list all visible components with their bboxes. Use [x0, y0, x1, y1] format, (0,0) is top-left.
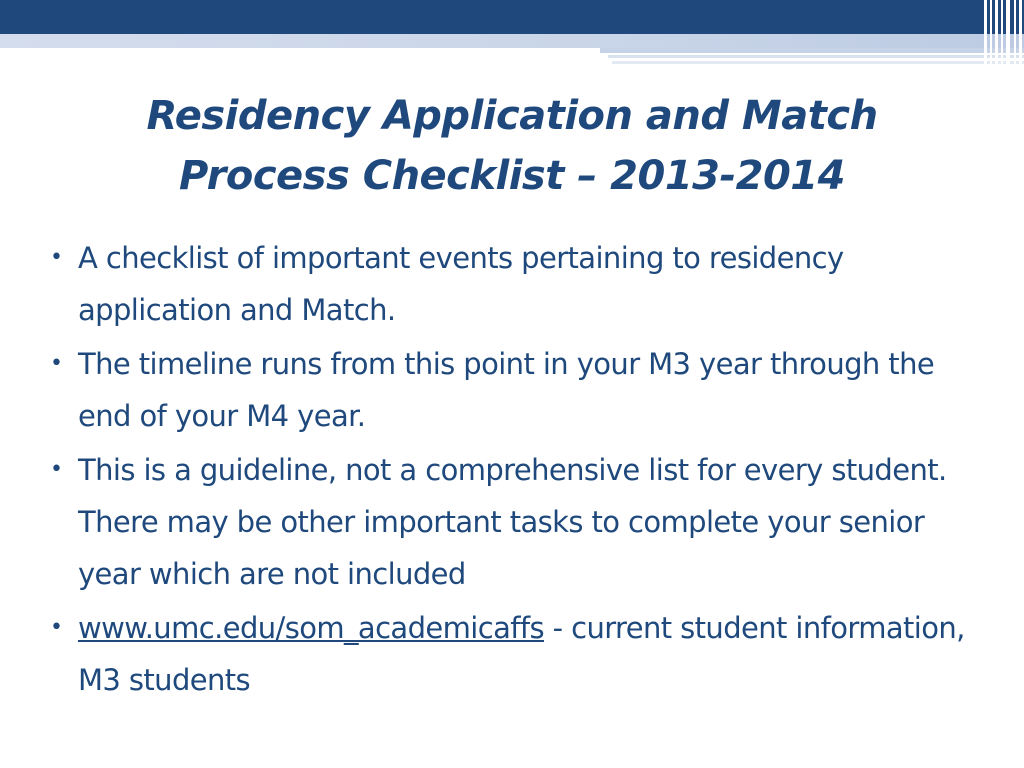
bullet-icon: • — [50, 457, 63, 482]
bullet-text: The timeline runs from this point in your M3 year through the end of your M4 year. — [78, 347, 935, 433]
bullet-icon: • — [50, 351, 63, 376]
slide-title-line-1: Residency Application and Match — [146, 93, 878, 139]
bullet-text: - current student information, M3 students — [78, 611, 965, 697]
header-accent-line — [600, 48, 1024, 53]
bullet-item — [48, 444, 988, 600]
header-band — [0, 0, 1024, 34]
bullet-icon: • — [50, 245, 63, 270]
bullet-item — [48, 232, 988, 336]
corner-stripes — [984, 0, 1024, 70]
header-band-light — [0, 34, 1024, 48]
header-accent-line — [612, 61, 1024, 64]
bullet-item — [48, 602, 988, 706]
bullet-text: This is a guideline, not a comprehensive list for every student. There may be other important tasks to complete your senior year which are not included — [78, 453, 947, 591]
bullet-text: A checklist of important events pertaining to residency application and Match. — [78, 241, 844, 327]
bullet-item — [48, 338, 988, 442]
bullet-icon: • — [50, 615, 63, 640]
header-accent-line — [608, 55, 1024, 58]
slide-title-line-2: Process Checklist – 2013-2014 — [179, 153, 845, 199]
slide-title — [60, 86, 964, 206]
bullet-list — [48, 232, 988, 708]
academic-affairs-link[interactable]: www.umc.edu/som_academicaffs — [78, 611, 544, 645]
